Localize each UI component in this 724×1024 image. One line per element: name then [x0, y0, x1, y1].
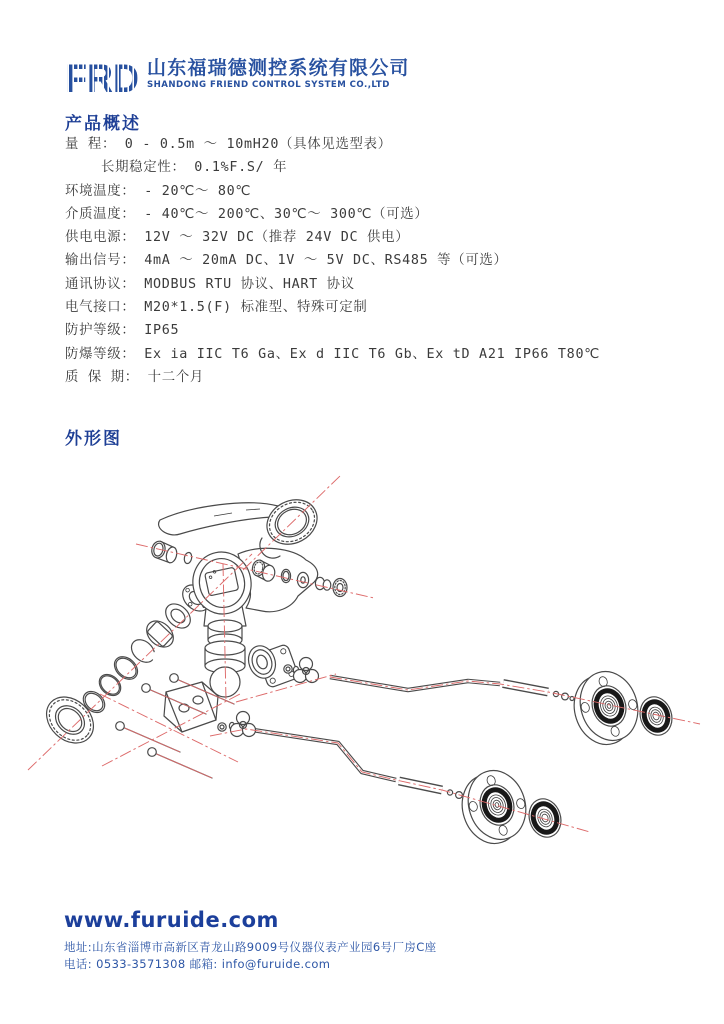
spec-line-ip-rating: 防护等级： IP65	[65, 323, 180, 339]
centerlines	[28, 476, 700, 832]
spec-line-protocol: 通讯协议： MODBUS RTU 协议、HART 协议	[65, 276, 355, 292]
section-title-overview: 产品概述	[65, 114, 141, 134]
footer-address: 地址:山东省淄博市高新区青龙山路9009号仪器仪表产业园6号厂房C座	[64, 940, 437, 954]
spec-line-range: 量 程： 0 - 0.5m ～ 10mH20（具体见选型表）	[65, 137, 392, 152]
capillary-upper	[330, 677, 574, 701]
vent-plug	[150, 540, 179, 564]
seal-diaphragm-upper	[635, 693, 677, 740]
company-name-en: SHANDONG FRIEND CONTROL SYSTEM CO.,LTD	[147, 79, 390, 90]
spec-line-ambient-temp: 环境温度： - 20℃～ 80℃	[65, 183, 252, 199]
flange-adapter-lower	[218, 712, 256, 737]
seal-flange-upper	[565, 664, 647, 752]
spec-line-output: 输出信号： 4mA ～ 20mA DC、1V ～ 5V DC、RS485 等（可选）	[65, 253, 508, 269]
spec-line-warranty: 质 保 期： 十二个月	[65, 369, 205, 385]
spec-line-medium-temp: 介质温度： - 40℃～ 200℃、30℃～ 300℃（可选）	[65, 206, 429, 222]
ribbed-end-cap	[37, 688, 102, 753]
section-title-outline: 外形图	[65, 429, 122, 449]
spec-list	[65, 133, 708, 389]
spec-line-stability: 长期稳定性： 0.1%F.S/ 年	[101, 160, 288, 176]
seal-diaphragm-lower	[524, 795, 566, 842]
seal-flange-lower	[453, 763, 535, 851]
company-name-cn: 山东福瑞德测控系统有限公司	[147, 57, 410, 79]
svg-text:FRD: FRD	[65, 57, 139, 98]
mounting-bracket-arm	[159, 503, 283, 535]
spec-line-electrical: 电气接口： M20*1.5(F) 标准型、特殊可定制	[65, 300, 368, 316]
exploded-view-diagram	[0, 468, 724, 878]
footer-contact: 电话: 0533-3571308 邮箱: info@furuide.com	[64, 957, 331, 971]
spec-line-power: 供电电源： 12V ～ 32V DC（推荐 24V DC 供电）	[65, 230, 410, 246]
o-ring-small	[183, 552, 192, 564]
company-logo	[64, 56, 410, 98]
spec-line-ex-rating: 防爆等级： Ex ia IIC T6 Ga、Ex d IIC T6 Gb、Ex tD A21 IP66 T80℃	[65, 346, 600, 362]
footer-website: www.furuide.com	[64, 908, 279, 932]
frd-logo-icon	[64, 56, 140, 98]
company-name-block	[147, 56, 410, 90]
